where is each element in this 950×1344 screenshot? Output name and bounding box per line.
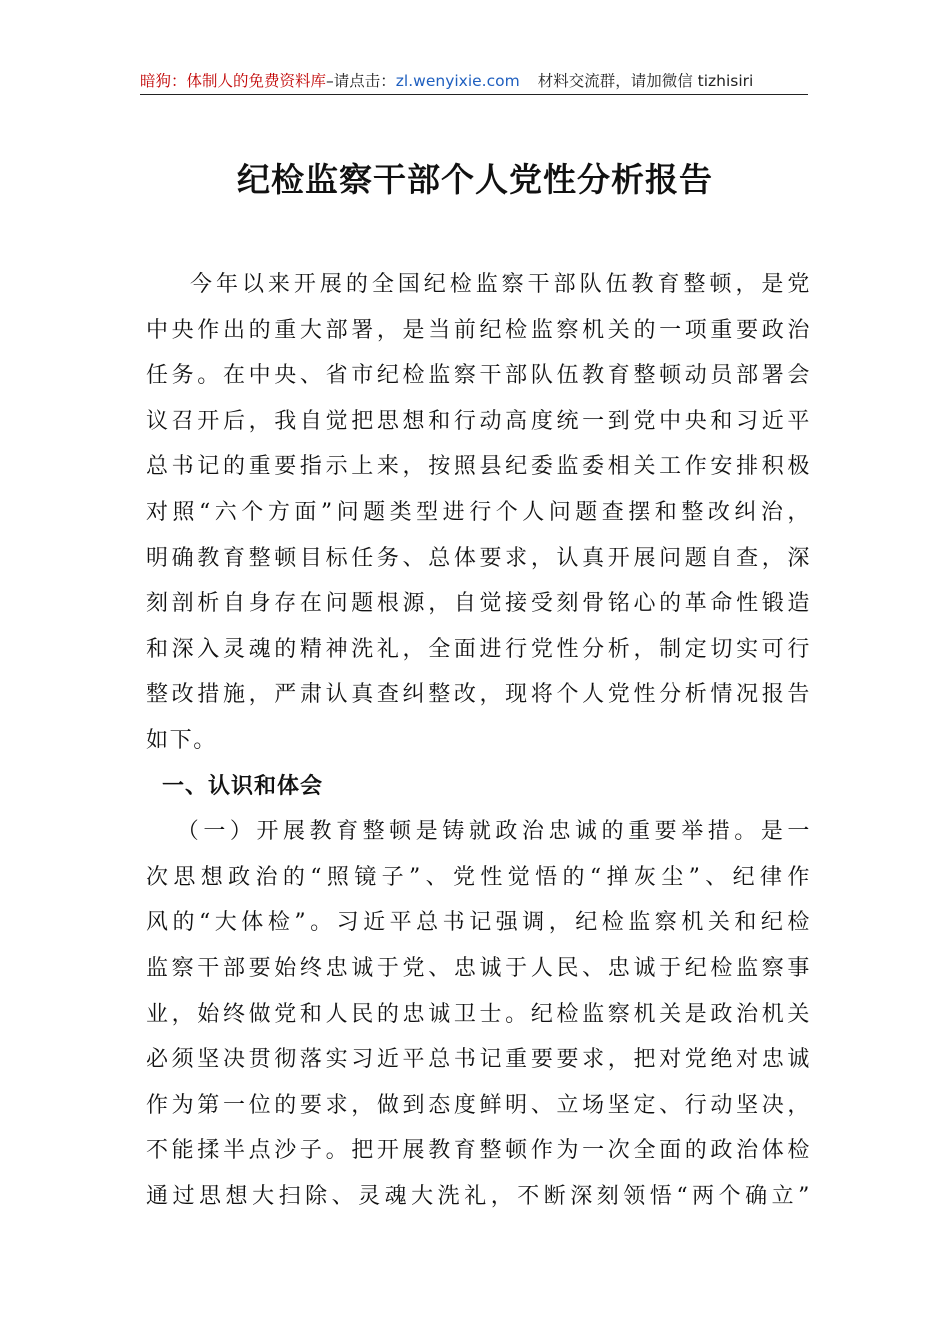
paragraph-line: 明确教育整顿目标任务、总体要求，认真开展问题自查，深 — [146, 545, 811, 571]
paragraph-line: 如下。 — [146, 727, 217, 753]
paragraph-line: 必须坚决贯彻落实习近平总书记重要要求，把对党绝对忠诚 — [146, 1047, 811, 1073]
header-link[interactable]: zl.wenyixie.com — [395, 72, 520, 90]
paragraph-line: 议召开后，我自觉把思想和行动高度统一到党中央和习近平 — [146, 408, 811, 434]
document-title: 纪检监察干部个人党性分析报告 — [237, 160, 713, 199]
paragraph-line: 作为第一位的要求，做到态度鲜明、立场坚定、行动坚决， — [146, 1092, 811, 1118]
paragraph-line: 次思想政治的“照镜子”、党性觉悟的“掸灰尘”、纪律作 — [146, 864, 811, 890]
paragraph-line: 中央作出的重大部署，是当前纪检监察机关的一项重要政治 — [146, 317, 811, 343]
paragraph-line: 对照“六个方面”问题类型进行个人问题查摆和整改纠治， — [146, 499, 811, 525]
intro-paragraph — [146, 262, 811, 764]
paragraph-line: 和深入灵魂的精神洗礼，全面进行党性分析，制定切实可行 — [146, 636, 811, 662]
paragraph-line: 风的“大体检”。习近平总书记强调，纪检监察机关和纪检 — [146, 910, 811, 936]
section1-paragraph — [146, 809, 811, 1219]
paragraph-line: 任务。在中央、省市纪检监察干部队伍教育整顿动员部署会 — [146, 363, 811, 389]
paragraph-line: 总书记的重要指示上来，按照县纪委监委相关工作安排积极 — [146, 454, 811, 480]
section-heading: 一、认识和体会 — [162, 773, 324, 799]
header-separator: –请点击： — [326, 72, 396, 90]
header-brand: 暗狗：体制人的免费资料库 — [140, 72, 327, 90]
paragraph-line: 监察干部要始终忠诚于党、忠诚于人民、忠诚于纪检监察事 — [146, 955, 811, 981]
paragraph-line: 不能揉半点沙子。把开展教育整顿作为一次全面的政治体检 — [146, 1138, 811, 1164]
paragraph-line: 整改措施，严肃认真查纠整改，现将个人党性分析情况报告 — [146, 682, 811, 708]
page-header — [140, 68, 808, 95]
paragraph-line: （一）开展教育整顿是铸就政治忠诚的重要举措。是一 — [176, 819, 811, 845]
paragraph-line: 今年以来开展的全国纪检监察干部队伍教育整顿，是党 — [190, 272, 811, 297]
paragraph-line: 业，始终做党和人民的忠诚卫士。纪检监察机关是政治机关 — [146, 1001, 811, 1027]
document-body — [146, 262, 811, 1219]
header-contact: 材料交流群，请加微信 tizhisiri — [537, 72, 754, 90]
paragraph-line: 通过思想大扫除、灵魂大洗礼，不断深刻领悟“两个确立” — [146, 1183, 811, 1209]
paragraph-line: 刻剖析自身存在问题根源，自觉接受刻骨铭心的革命性锻造 — [146, 591, 811, 617]
